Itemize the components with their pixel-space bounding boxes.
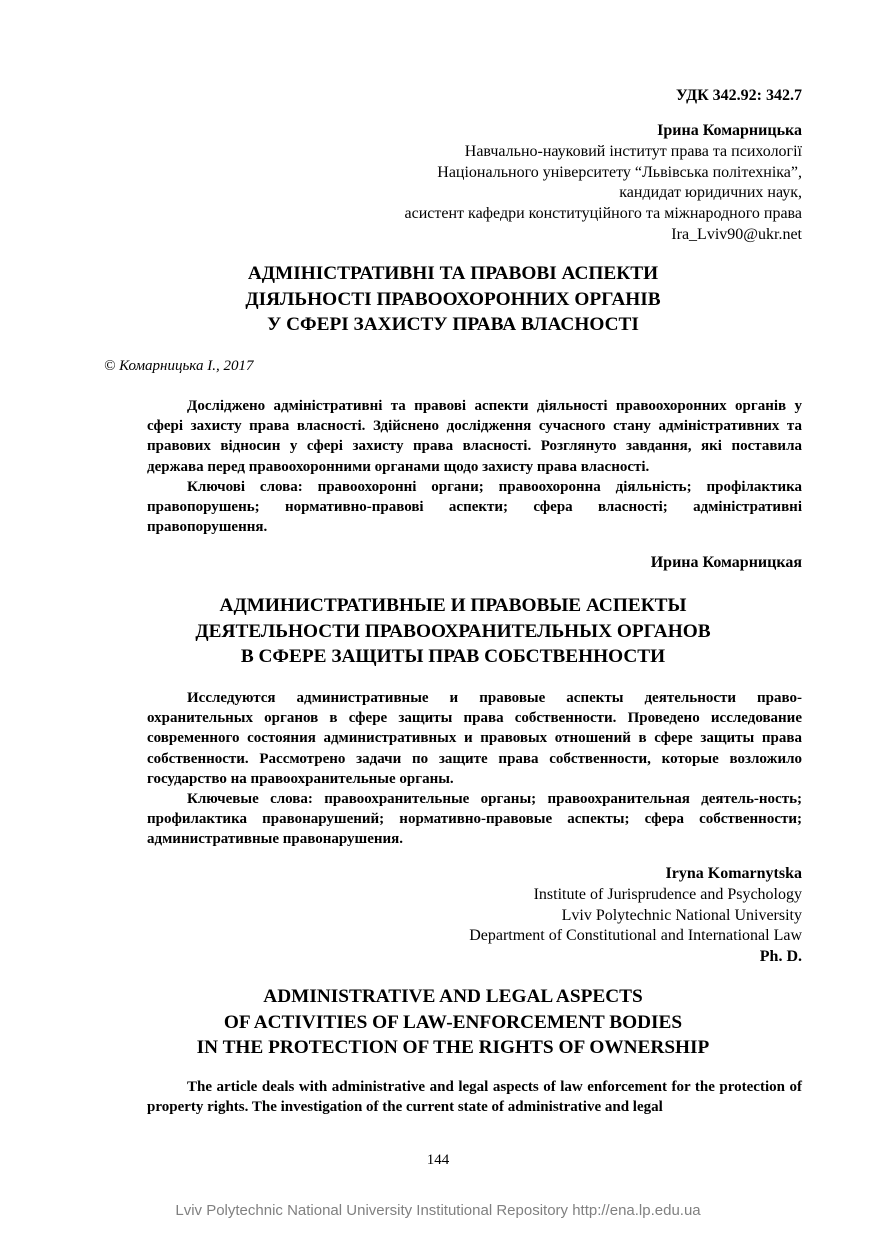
ua-author-block <box>300 121 802 246</box>
ua-affiliation-line: кандидат юридичних наук, <box>619 184 802 202</box>
en-abstract-block <box>147 1077 802 1117</box>
en-title-line: IN THE PROTECTION OF THE RIGHTS OF OWNERSHIP <box>196 1037 710 1058</box>
ru-title-line: В СФЕРЕ ЗАЩИТЫ ПРАВ СОБСТВЕННОСТИ <box>240 646 666 667</box>
ru-title-line: ДЕЯТЕЛЬНОСТИ ПРАВООХРАНИТЕЛЬНЫХ ОРГАНОВ <box>195 620 711 642</box>
ua-keywords: Ключові слова: правоохоронні органи; правоохоронна діяльність; профілактика правопорушень; нормативно-правові аспекти; сфера власності; адміністративні правопорушення. <box>147 478 802 536</box>
en-author-name: Iryna Komarnytska <box>665 865 802 882</box>
ua-author-name: Ірина Комарницька <box>657 122 802 139</box>
ru-abstract-block <box>147 688 802 850</box>
ua-title-line: ДІЯЛЬНОСТІ ПРАВООХОРОННИХ ОРГАНІВ <box>245 288 661 310</box>
en-affiliation-line: Department of Constitutional and International Law <box>469 927 802 945</box>
udc-code: УДК 342.92: 342.7 <box>675 87 802 104</box>
ua-affiliation-line: Навчально-науковий інститут права та психології <box>464 142 802 160</box>
ua-abstract: Досліджено адміністративні та правові аспекти діяльності правоохоронних органів у сфері захисту права власності. Здійснено дослідження сучасного стану адміністративних та правових відносин у сфері захисту права власності. Розглянуто завдання, які поставила держава перед правоохоронними органами щодо захисту права власності. <box>147 398 802 475</box>
ua-title-line: АДМІНІСТРАТИВНІ ТА ПРАВОВІ АСПЕКТИ <box>247 263 659 284</box>
en-article-title <box>100 984 806 1061</box>
ua-affiliation-line: асистент кафедри конституційного та міжнародного права <box>404 205 802 223</box>
en-author-degree: Ph. D. <box>759 948 802 966</box>
ua-title-line: У СФЕРІ ЗАХИСТУ ПРАВА ВЛАСНОСТІ <box>267 314 639 335</box>
ru-article-title <box>100 593 806 670</box>
ru-abstract: Исследуются административные и правовые аспекты деятельности право-охранительных органов в сфере защиты права собственности. Проведено исследование современного состояния административных и правовых отношений в сфере защиты права собственности. Рассмотрено задачи по защите права собственности, которые возложило государство на правоохранительные органы. <box>147 690 802 787</box>
ua-author-email: Ira_Lviv90@ukr.net <box>671 225 802 243</box>
en-author-block <box>300 864 802 968</box>
ru-author-name: Ирина Комарницкая <box>650 554 802 571</box>
ru-keywords: Ключевые слова: правоохранительные органы; правоохранительная деятель-ность; профилактика правонарушений; нормативно-правовые аспекты; сфера собственности; административные правонарушения. <box>147 791 802 848</box>
en-affiliation-line: Lviv Polytechnic National University <box>561 906 802 924</box>
ua-article-title <box>100 261 806 338</box>
repository-footer: Lviv Polytechnic National University Institutional Repository http://ena.lp.edu.ua <box>175 1202 701 1219</box>
ua-affiliation-line: Національного університету “Львівська політехніка”, <box>437 163 802 181</box>
ru-title-line: АДМИНИСТРАТИВНЫЕ И ПРАВОВЫЕ АСПЕКТЫ <box>219 595 687 616</box>
ua-abstract-block <box>147 396 802 537</box>
en-affiliation-line: Institute of Jurisprudence and Psychology <box>533 885 802 903</box>
en-title-line: ADMINISTRATIVE AND LEGAL ASPECTS <box>263 986 643 1007</box>
copyright-notice: © Комарницька І., 2017 <box>104 358 254 374</box>
en-title-line: OF ACTIVITIES OF LAW-ENFORCEMENT BODIES <box>223 1011 683 1033</box>
en-abstract: The article deals with administrative and legal aspects of law enforcement for the protection of property rights. The investigation of the current state of administrative and legal <box>147 1079 802 1116</box>
page-number: 144 <box>426 1152 450 1168</box>
